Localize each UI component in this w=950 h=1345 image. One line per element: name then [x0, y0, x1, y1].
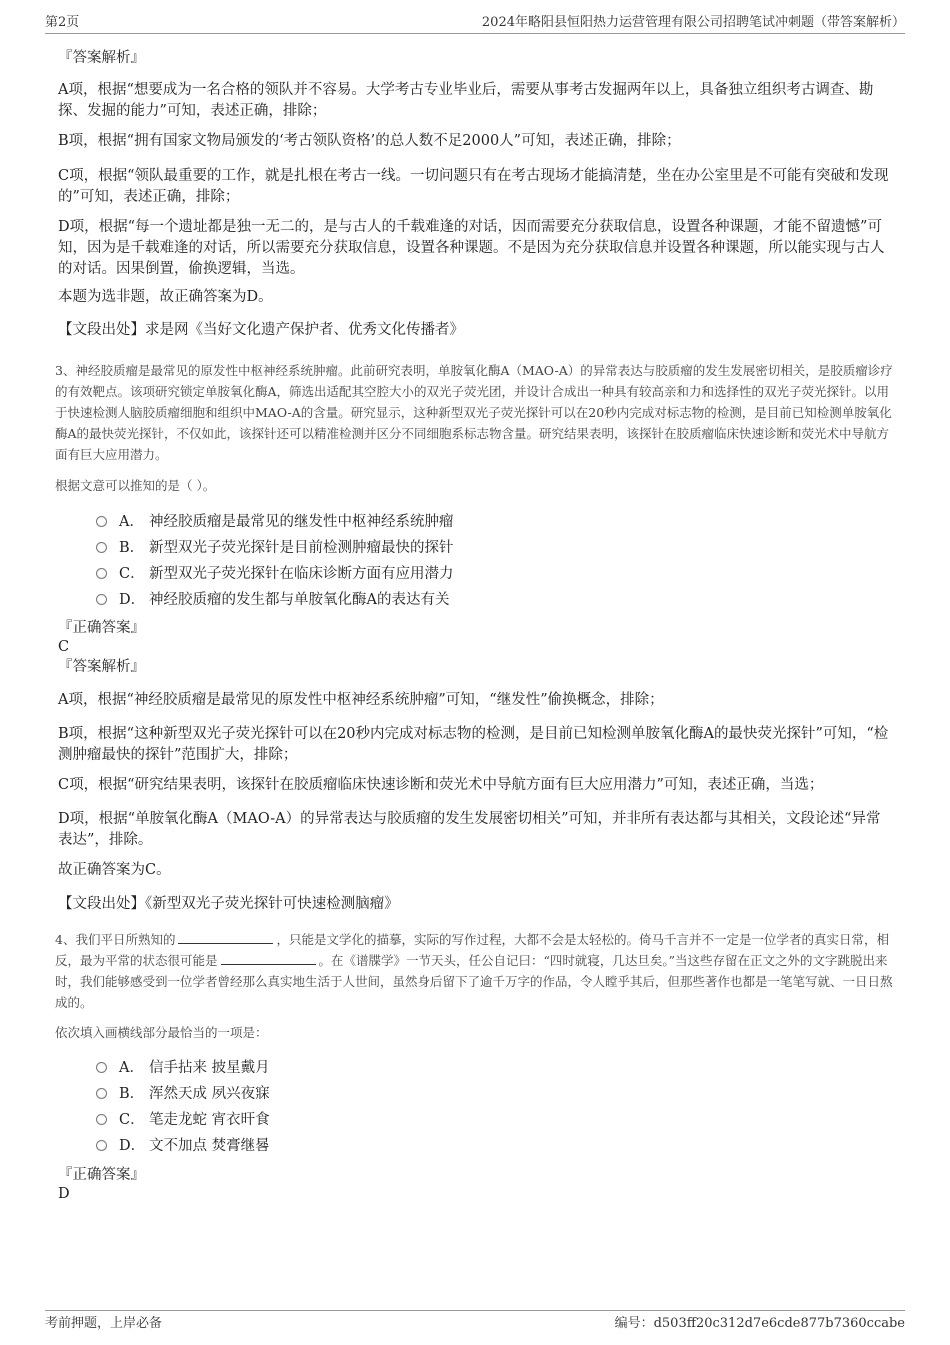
q2-source: 【文段出处】求是网《当好文化遗产保护者、优秀文化传播者》 [58, 322, 464, 338]
radio-icon[interactable] [96, 1088, 107, 1099]
q3-answer-heading: 『正确答案』 [58, 620, 145, 636]
q4-option-c[interactable]: C． 笔走龙蛇 宵衣旰食 [96, 1110, 270, 1130]
q3-conclusion: 故正确答案为C。 [58, 862, 171, 878]
q4-option-a[interactable]: A． 信手拈来 披星戴月 [96, 1058, 270, 1078]
radio-icon[interactable] [96, 1140, 107, 1151]
page-footer [45, 1310, 905, 1333]
q3-passage: 3、神经胶质瘤是最常见的原发性中枢神经系统肿瘤。此前研究表明，单胺氧化酶A（MAO-A）的异常表达与胶质瘤的发生发展密切相关，是胶质瘤诊疗的有效靶点。该项研究锁定单胺氧化酶A，筛选出适配其空腔大小的双光子荧光团，并设计合成出一种具有较高亲和力和选择性的双光子荧光探针。以用于快速检测人脑胶质瘤细胞和组织中MAO-A的含量。研究显示，这种新型双光子荧光探针可以在20秒内完成对标志物的检测，是目前已知检测单胺氧化酶A的最快荧光探针，不仅如此，该探针还可以精准检测并区分不同细胞系标志物含量。研究结果表明，该探针在胶质瘤临床快速诊断和荧光术中导航方面有巨大应用潜力。 [55, 363, 893, 462]
q3-analysis-b: B项，根据“这种新型双光子荧光探针可以在20秒内完成对标志物的检测，是目前已知检测单胺氧化酶A的最快荧光探针”可知，“检测肿瘤最快的探针”范围扩大，排除； [58, 726, 889, 763]
page-header [45, 15, 905, 34]
q3-prompt: 根据文意可以推知的是（ ）。 [55, 478, 216, 493]
radio-icon[interactable] [96, 1114, 107, 1125]
q4-option-d[interactable]: D． 文不加点 焚膏继晷 [96, 1136, 270, 1156]
q2-analysis-heading: 『答案解析』 [58, 50, 145, 66]
q2-analysis-c: C项，根据“领队最重要的工作，就是扎根在考古一线。一切问题只有在考古现场才能搞清楚，坐在办公室里是不可能有突破和发现的”可知，表述正确，排除； [58, 168, 889, 205]
q4-answer: D [58, 1186, 70, 1202]
q3-analysis-a: A项，根据“神经胶质瘤是最常见的原发性中枢神经系统肿瘤”可知，“继发性”偷换概念，排除； [58, 692, 664, 708]
footer-slogan: 考前押题，上岸必备 [45, 1316, 163, 1331]
q3-analysis-c: C项，根据“研究结果表明，该探针在胶质瘤临床快速诊断和荧光术中导航方面有巨大应用潜力”可知，表述正确，当选； [58, 777, 824, 793]
q2-analysis-b: B项，根据“拥有国家文物局颁发的‘考古领队资格’的总人数不足2000人”可知，表述正确，排除； [58, 133, 681, 149]
q3-answer: C [58, 639, 70, 655]
radio-icon[interactable] [96, 568, 107, 579]
q4-answer-heading: 『正确答案』 [58, 1167, 145, 1183]
page-number: 第2页 [45, 15, 80, 30]
document-title: 2024年略阳县恒阳热力运营管理有限公司招聘笔试冲刺题（带答案解析） [481, 15, 905, 30]
q2-analysis-a: A项，根据“想要成为一名合格的领队并不容易。大学考古专业毕业后，需要从事考古发掘两年以上，具备独立组织考古调查、勘探、发掘的能力”可知，表述正确，排除； [58, 82, 874, 119]
q3-source: 【文段出处】《新型双光子荧光探针可快速检测脑瘤》 [58, 896, 399, 912]
q4-prompt: 依次填入画横线部分最恰当的一项是： [55, 1025, 268, 1040]
q2-conclusion: 本题为选非题，故正确答案为D。 [58, 289, 273, 305]
q3-option-d[interactable]: D． 神经胶质瘤的发生都与单胺氧化酶A的表达有关 [96, 590, 449, 610]
q4-option-b[interactable]: B． 浑然天成 夙兴夜寐 [96, 1084, 270, 1104]
q3-analysis-d: D项，根据“单胺氧化酶A（MAO-A）的异常表达与胶质瘤的发生发展密切相关”可知，并非所有表达都与其相关，文段论述“异常表达”，排除。 [58, 811, 881, 848]
radio-icon[interactable] [96, 1062, 107, 1073]
radio-icon[interactable] [96, 542, 107, 553]
answer-blank-1 [178, 929, 273, 944]
footer-code: 编号：d503ff20c312d7e6cde877b7360ccabe [614, 1316, 905, 1331]
q3-option-a[interactable]: A． 神经胶质瘤是最常见的继发性中枢神经系统肿瘤 [96, 512, 454, 532]
q3-option-b[interactable]: B． 新型双光子荧光探针是目前检测肿瘤最快的探针 [96, 538, 454, 558]
q2-analysis-d: D项，根据“每一个遗址都是独一无二的，是与古人的千载难逢的对话，因而需要充分获取信息，设置各种课题，才能不留遗憾”可知，因为是千载难逢的对话，所以需要充分获取信息，设置各种课题。不是因为充分获取信息并设置各种课题，所以能实现与古人的对话。因果倒置，偷换逻辑，当选。 [58, 219, 885, 277]
q3-option-c[interactable]: C． 新型双光子荧光探针在临床诊断方面有应用潜力 [96, 564, 454, 584]
radio-icon[interactable] [96, 516, 107, 527]
q4-passage: 4、我们平日所熟知的 ，只能是文学化的描摹，实际的写作过程，大都不会是太轻松的。倚马千言并不一定是一位学者的真实日常，相反，最为平常的状态很可能是 。在《谱牒学》一节天头，任公自记曰：“四时就寝，几达旦矣。”当这些存留在正文之外的文字跳脱出来时，我们能够感受到一位学者曾经那么真实地生活于人世间，虽然身后留下了逾千万字的作品，令人瞠乎其后，但那些著作也都是一笔笔写就、一日日熬成的。 [55, 929, 897, 1013]
radio-icon[interactable] [96, 594, 107, 605]
answer-blank-2 [221, 950, 316, 965]
q3-analysis-heading: 『答案解析』 [58, 659, 145, 675]
